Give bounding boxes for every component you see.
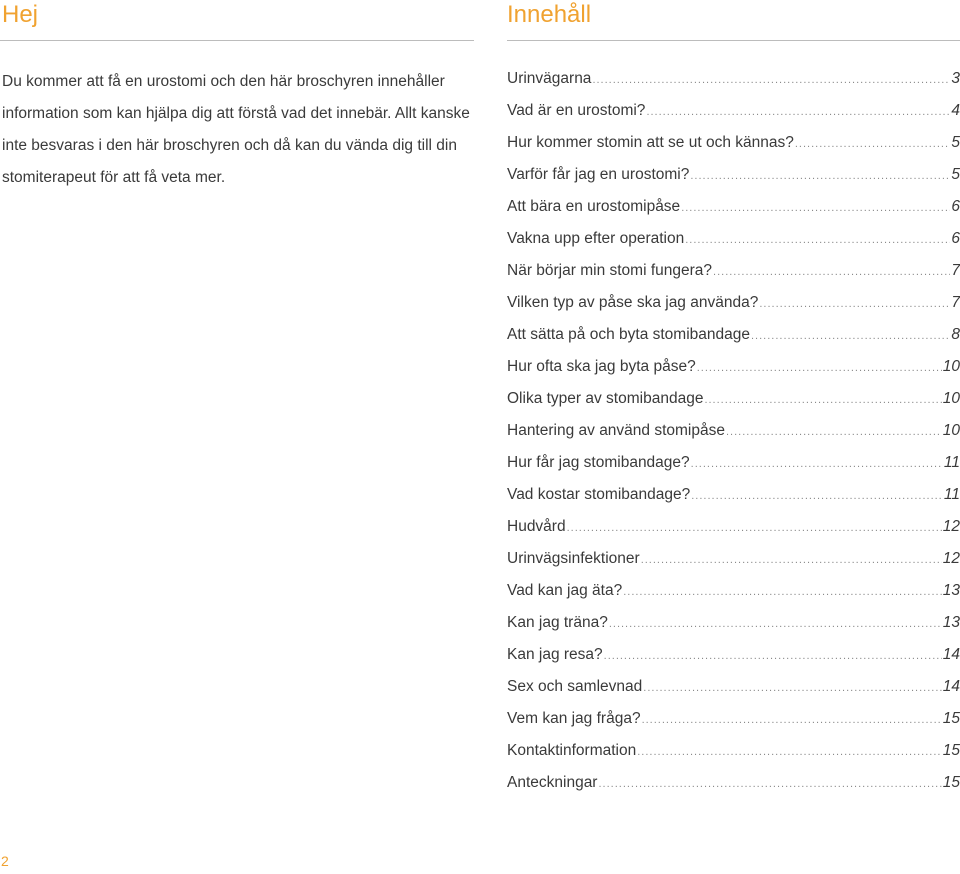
toc-entry-page: 8 bbox=[951, 326, 960, 343]
toc-entry-title: Kontaktinformation bbox=[507, 742, 637, 759]
toc-entry-page: 14 bbox=[942, 646, 960, 663]
toc-entry-page: 15 bbox=[942, 710, 960, 727]
toc-dot-leader bbox=[598, 768, 941, 800]
toc-entry-page: 7 bbox=[951, 262, 960, 279]
table-of-contents bbox=[507, 63, 960, 799]
toc-entry-page: 4 bbox=[951, 102, 960, 119]
toc-entry[interactable] bbox=[507, 191, 960, 223]
toc-entry-title: Anteckningar bbox=[507, 774, 598, 791]
toc-dot-leader bbox=[642, 704, 942, 736]
page-number: 2 bbox=[1, 853, 9, 869]
toc-dot-leader bbox=[691, 448, 943, 480]
toc-entry-title: Hur ofta ska jag byta påse? bbox=[507, 358, 696, 375]
toc-entry[interactable] bbox=[507, 639, 960, 671]
toc-entry[interactable] bbox=[507, 127, 960, 159]
toc-dot-leader bbox=[643, 672, 941, 704]
toc-entry-title: Att bära en urostomipåse bbox=[507, 198, 681, 215]
toc-entry[interactable] bbox=[507, 63, 960, 95]
toc-entry-page: 14 bbox=[942, 678, 960, 695]
toc-dot-leader bbox=[604, 640, 942, 672]
toc-dot-leader bbox=[592, 64, 950, 96]
toc-dot-leader bbox=[641, 544, 942, 576]
toc-entry[interactable] bbox=[507, 383, 960, 415]
toc-entry-title: Urinvägsinfektioner bbox=[507, 550, 640, 567]
toc-entry-page: 13 bbox=[942, 614, 960, 631]
toc-entry[interactable] bbox=[507, 159, 960, 191]
toc-entry[interactable] bbox=[507, 703, 960, 735]
toc-entry[interactable] bbox=[507, 767, 960, 799]
toc-entry-page: 7 bbox=[951, 294, 960, 311]
divider-right bbox=[507, 40, 960, 41]
toc-dot-leader bbox=[691, 480, 943, 512]
toc-entry-page: 10 bbox=[942, 358, 960, 375]
toc-entry-page: 15 bbox=[942, 774, 960, 791]
toc-dot-leader bbox=[751, 320, 950, 352]
section-heading-hej: Hej bbox=[2, 1, 39, 28]
toc-entry-title: Urinvägarna bbox=[507, 70, 592, 87]
toc-entry[interactable] bbox=[507, 479, 960, 511]
toc-entry-title: Vad kan jag äta? bbox=[507, 582, 623, 599]
toc-entry-title: Vem kan jag fråga? bbox=[507, 710, 641, 727]
toc-entry-title: Kan jag resa? bbox=[507, 646, 603, 663]
toc-entry-title: Vad kostar stomibandage? bbox=[507, 486, 691, 503]
toc-dot-leader bbox=[704, 384, 941, 416]
toc-entry-page: 11 bbox=[943, 454, 960, 471]
toc-entry-page: 5 bbox=[951, 166, 960, 183]
toc-entry-title: Kan jag träna? bbox=[507, 614, 608, 631]
toc-entry[interactable] bbox=[507, 447, 960, 479]
toc-entry-title: Vilken typ av påse ska jag använda? bbox=[507, 294, 759, 311]
toc-dot-leader bbox=[685, 224, 950, 256]
toc-dot-leader bbox=[637, 736, 942, 768]
toc-entry[interactable] bbox=[507, 735, 960, 767]
toc-dot-leader bbox=[646, 96, 950, 128]
toc-dot-leader bbox=[759, 288, 950, 320]
toc-entry[interactable] bbox=[507, 223, 960, 255]
toc-dot-leader bbox=[690, 160, 950, 192]
toc-entry-title: Hudvård bbox=[507, 518, 566, 535]
toc-entry-page: 6 bbox=[951, 230, 960, 247]
toc-entry[interactable] bbox=[507, 351, 960, 383]
toc-entry-page: 11 bbox=[943, 486, 960, 503]
toc-entry-page: 5 bbox=[951, 134, 960, 151]
toc-entry[interactable] bbox=[507, 255, 960, 287]
toc-entry[interactable] bbox=[507, 95, 960, 127]
toc-entry[interactable] bbox=[507, 415, 960, 447]
toc-entry-page: 10 bbox=[942, 422, 960, 439]
toc-entry-title: Varför får jag en urostomi? bbox=[507, 166, 690, 183]
toc-entry[interactable] bbox=[507, 543, 960, 575]
toc-entry-page: 3 bbox=[951, 70, 960, 87]
toc-entry-page: 12 bbox=[942, 550, 960, 567]
toc-entry-title: Olika typer av stomibandage bbox=[507, 390, 704, 407]
toc-dot-leader bbox=[609, 608, 942, 640]
toc-entry[interactable] bbox=[507, 671, 960, 703]
toc-dot-leader bbox=[713, 256, 950, 288]
divider-left bbox=[0, 40, 474, 41]
toc-entry-title: Vakna upp efter operation bbox=[507, 230, 685, 247]
toc-entry-title: Att sätta på och byta stomibandage bbox=[507, 326, 750, 343]
toc-entry-page: 13 bbox=[942, 582, 960, 599]
toc-entry[interactable] bbox=[507, 575, 960, 607]
toc-entry[interactable] bbox=[507, 607, 960, 639]
toc-entry-page: 12 bbox=[942, 518, 960, 535]
toc-dot-leader bbox=[623, 576, 942, 608]
toc-entry-page: 10 bbox=[942, 390, 960, 407]
intro-paragraph: Du kommer att få en urostomi och den här broschyren innehåller information som kan hjälpa dig att förstå vad det innebär. Allt kanske inte besvaras i den här broschyren och då kan du vända dig till din stomiterapeut för att få veta mer. bbox=[2, 73, 470, 186]
toc-entry-title: Hur får jag stomibandage? bbox=[507, 454, 690, 471]
toc-entry-page: 15 bbox=[942, 742, 960, 759]
toc-dot-leader bbox=[726, 416, 942, 448]
toc-entry[interactable] bbox=[507, 319, 960, 351]
toc-entry-title: Sex och samlevnad bbox=[507, 678, 643, 695]
toc-entry-title: Hur kommer stomin att se ut och kännas? bbox=[507, 134, 794, 151]
toc-entry-title: Hantering av använd stomipåse bbox=[507, 422, 725, 439]
toc-entry-title: Vad är en urostomi? bbox=[507, 102, 646, 119]
toc-entry-page: 6 bbox=[951, 198, 960, 215]
toc-dot-leader bbox=[795, 128, 951, 160]
section-heading-innehall: Innehåll bbox=[507, 1, 592, 28]
toc-entry[interactable] bbox=[507, 511, 960, 543]
toc-entry[interactable] bbox=[507, 287, 960, 319]
toc-dot-leader bbox=[567, 512, 942, 544]
toc-dot-leader bbox=[697, 352, 942, 384]
toc-entry-title: När börjar min stomi fungera? bbox=[507, 262, 713, 279]
toc-dot-leader bbox=[681, 192, 950, 224]
